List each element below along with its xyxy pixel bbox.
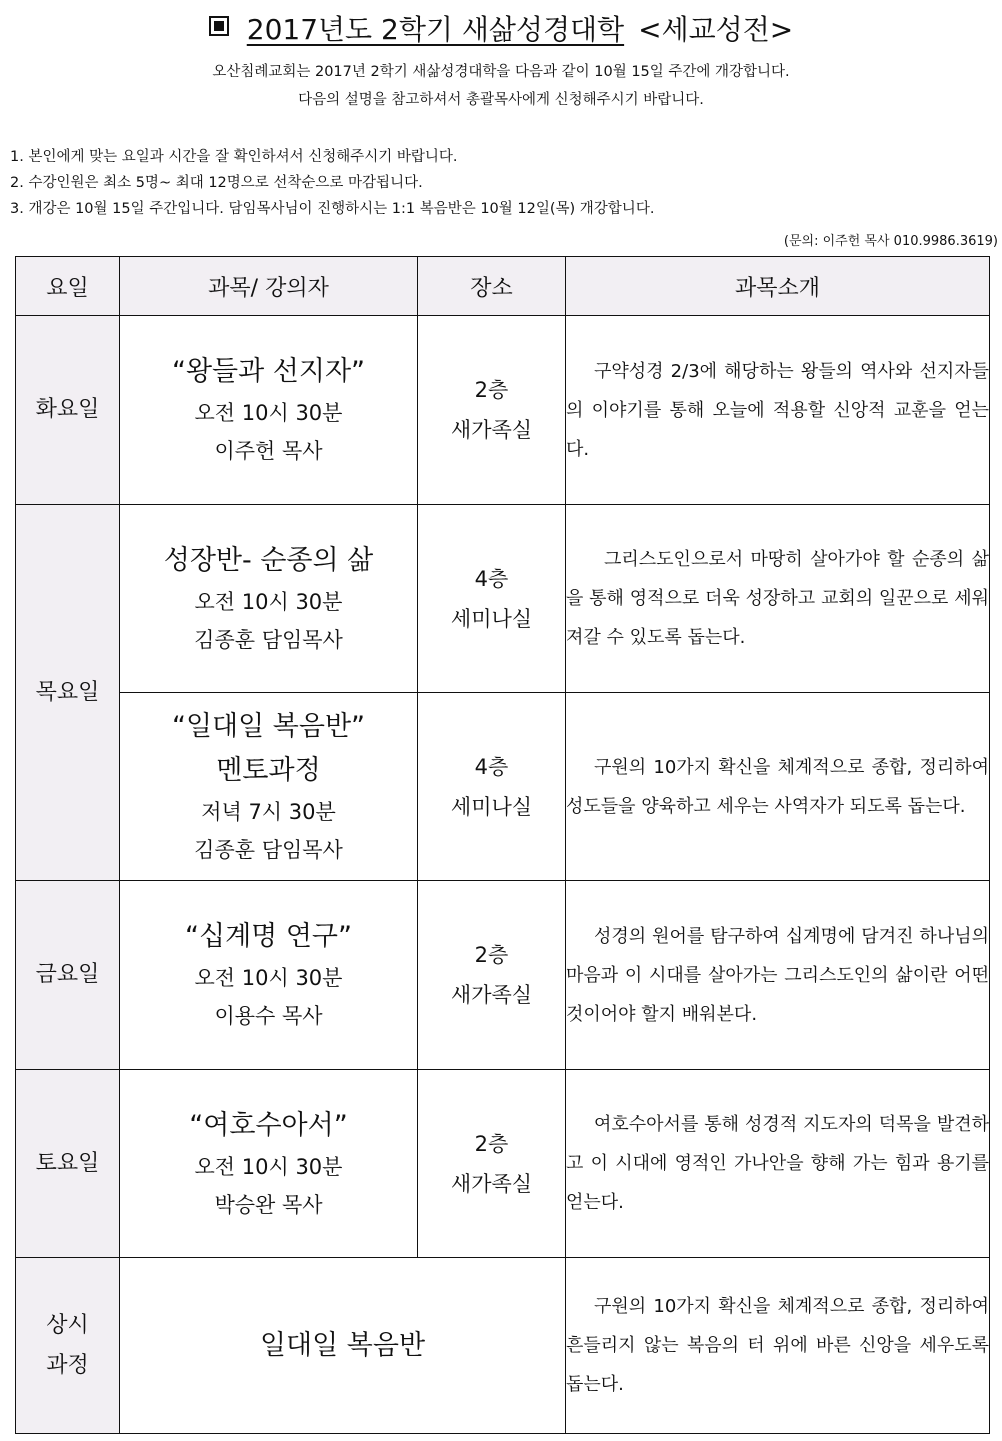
place-cell: [418, 316, 566, 505]
day-cell: 금요일: [16, 881, 120, 1070]
title-location: <세교성전>: [638, 13, 794, 46]
note-item: 1. 본인에게 맞는 요일과 시간을 잘 확인하셔서 신청해주시기 바랍니다.: [10, 149, 458, 165]
place-floor: 2층: [474, 378, 509, 402]
description-cell: 구원의 10가지 확신을 체계적으로 종합, 정리하여 흔들리지 않는 복음의 터 위에 바른 신앙을 세우도록 돕는다.: [566, 1258, 990, 1434]
table-row: [16, 1070, 990, 1258]
intro-line-2: 다음의 설명을 참고하셔서 총괄목사에게 신청해주시기 바랍니다.: [298, 92, 704, 108]
table-header-row: [16, 257, 990, 316]
schedule-table: [15, 256, 990, 1434]
place-cell: [418, 1070, 566, 1258]
header-description: 과목소개: [566, 257, 990, 316]
course-cell: [120, 505, 418, 693]
place-cell: [418, 693, 566, 881]
course-teacher: 박승완 목사: [214, 1192, 323, 1217]
header-day: 요일: [16, 257, 120, 316]
table-row: [16, 505, 990, 693]
course-time: 오전 10시 30분: [194, 1154, 343, 1179]
course-title: “여호수아서”: [189, 1109, 348, 1141]
course-teacher: 이주헌 목사: [214, 439, 323, 463]
course-cell: [120, 881, 418, 1070]
contact-info: (문의: 이주헌 목사 010.9986.3619): [783, 234, 998, 249]
day-cell: 목요일: [16, 505, 120, 881]
header-place: 장소: [418, 257, 566, 316]
course-title: 성장반- 순종의 삶: [163, 544, 374, 576]
course-title: “일대일 복음반”: [171, 710, 366, 742]
course-cell: [120, 1258, 566, 1434]
place-room: 새가족실: [450, 983, 533, 1007]
course-cell: [120, 316, 418, 505]
intro-line-1: 오산침례교회는 2017년 2학기 새삶성경대학을 다음과 같이 10월 15일 주간에 개강합니다.: [212, 64, 790, 80]
note-item: 2. 수강인원은 최소 5명~ 최대 12명으로 선착순으로 마감됩니다.: [10, 175, 423, 191]
place-cell: [418, 505, 566, 693]
day-line: 과정: [46, 1352, 89, 1378]
description-cell: 그리스도인으로서 마땅히 살아가야 할 순종의 삶을 통해 영적으로 더욱 성장하고 교회의 일꾼으로 세워져갈 수 있도록 돕는다.: [566, 505, 990, 693]
course-cell: [120, 1070, 418, 1258]
table-row: [16, 1258, 990, 1434]
course-time: 오전 10시 30분: [194, 401, 343, 425]
course-teacher: 김종훈 담임목사: [194, 627, 343, 652]
place-floor: 4층: [474, 754, 509, 779]
note-item: 3. 개강은 10월 15일 주간입니다. 담임목사님이 진행하시는 1:1 복음반은 10월 12일(목) 개강합니다.: [10, 201, 655, 217]
table-row: [16, 693, 990, 881]
place-room: 새가족실: [450, 1171, 533, 1196]
course-teacher: 이용수 목사: [214, 1004, 323, 1028]
place-room: 세미나실: [450, 794, 533, 819]
description-cell: 구원의 10가지 확신을 체계적으로 종합, 정리하여 성도들을 양육하고 세우는 사역자가 되도록 돕는다.: [566, 693, 990, 881]
description-cell: 구약성경 2/3에 해당하는 왕들의 역사와 선지자들의 이야기를 통해 오늘에 적용할 신앙적 교훈을 얻는다.: [566, 316, 990, 505]
course-time: 오전 10시 30분: [194, 966, 343, 990]
day-line: 상시: [46, 1312, 89, 1338]
course-time: 오전 10시 30분: [194, 589, 343, 614]
place-floor: 4층: [474, 566, 509, 591]
description-cell: 여호수아서를 통해 성경적 지도자의 덕목을 발견하고 이 시대에 영적인 가나안을 향해 가는 힘과 용기를 얻는다.: [566, 1070, 990, 1258]
day-cell: [16, 1258, 120, 1434]
place-room: 세미나실: [450, 606, 533, 631]
notes-list: [10, 144, 654, 222]
page-title: [0, 8, 1002, 48]
course-title: “왕들과 선지자”: [171, 356, 366, 387]
course-title: “십계명 연구”: [185, 921, 352, 952]
course-cell: [120, 693, 418, 881]
title-main: 2017년도 2학기 새삶성경대학: [246, 13, 625, 46]
table-row: [16, 881, 990, 1070]
course-title: 일대일 복음반: [259, 1329, 426, 1361]
table-row: [16, 316, 990, 505]
place-cell: [418, 881, 566, 1070]
place-room: 새가족실: [450, 418, 533, 442]
place-floor: 2층: [474, 1131, 509, 1156]
course-subtitle: 멘토과정: [216, 754, 321, 786]
course-teacher: 김종훈 담임목사: [194, 837, 343, 862]
day-cell: 토요일: [16, 1070, 120, 1258]
square-bullet-icon: [209, 16, 229, 36]
course-time: 저녁 7시 30분: [201, 799, 336, 824]
place-floor: 2층: [474, 943, 509, 967]
day-cell: 화요일: [16, 316, 120, 505]
description-cell: 성경의 원어를 탐구하여 십계명에 담겨진 하나님의 마음과 이 시대를 살아가는 그리스도인의 삶이란 어떤 것이어야 할지 배워본다.: [566, 881, 990, 1070]
header-course: 과목/ 강의자: [120, 257, 418, 316]
